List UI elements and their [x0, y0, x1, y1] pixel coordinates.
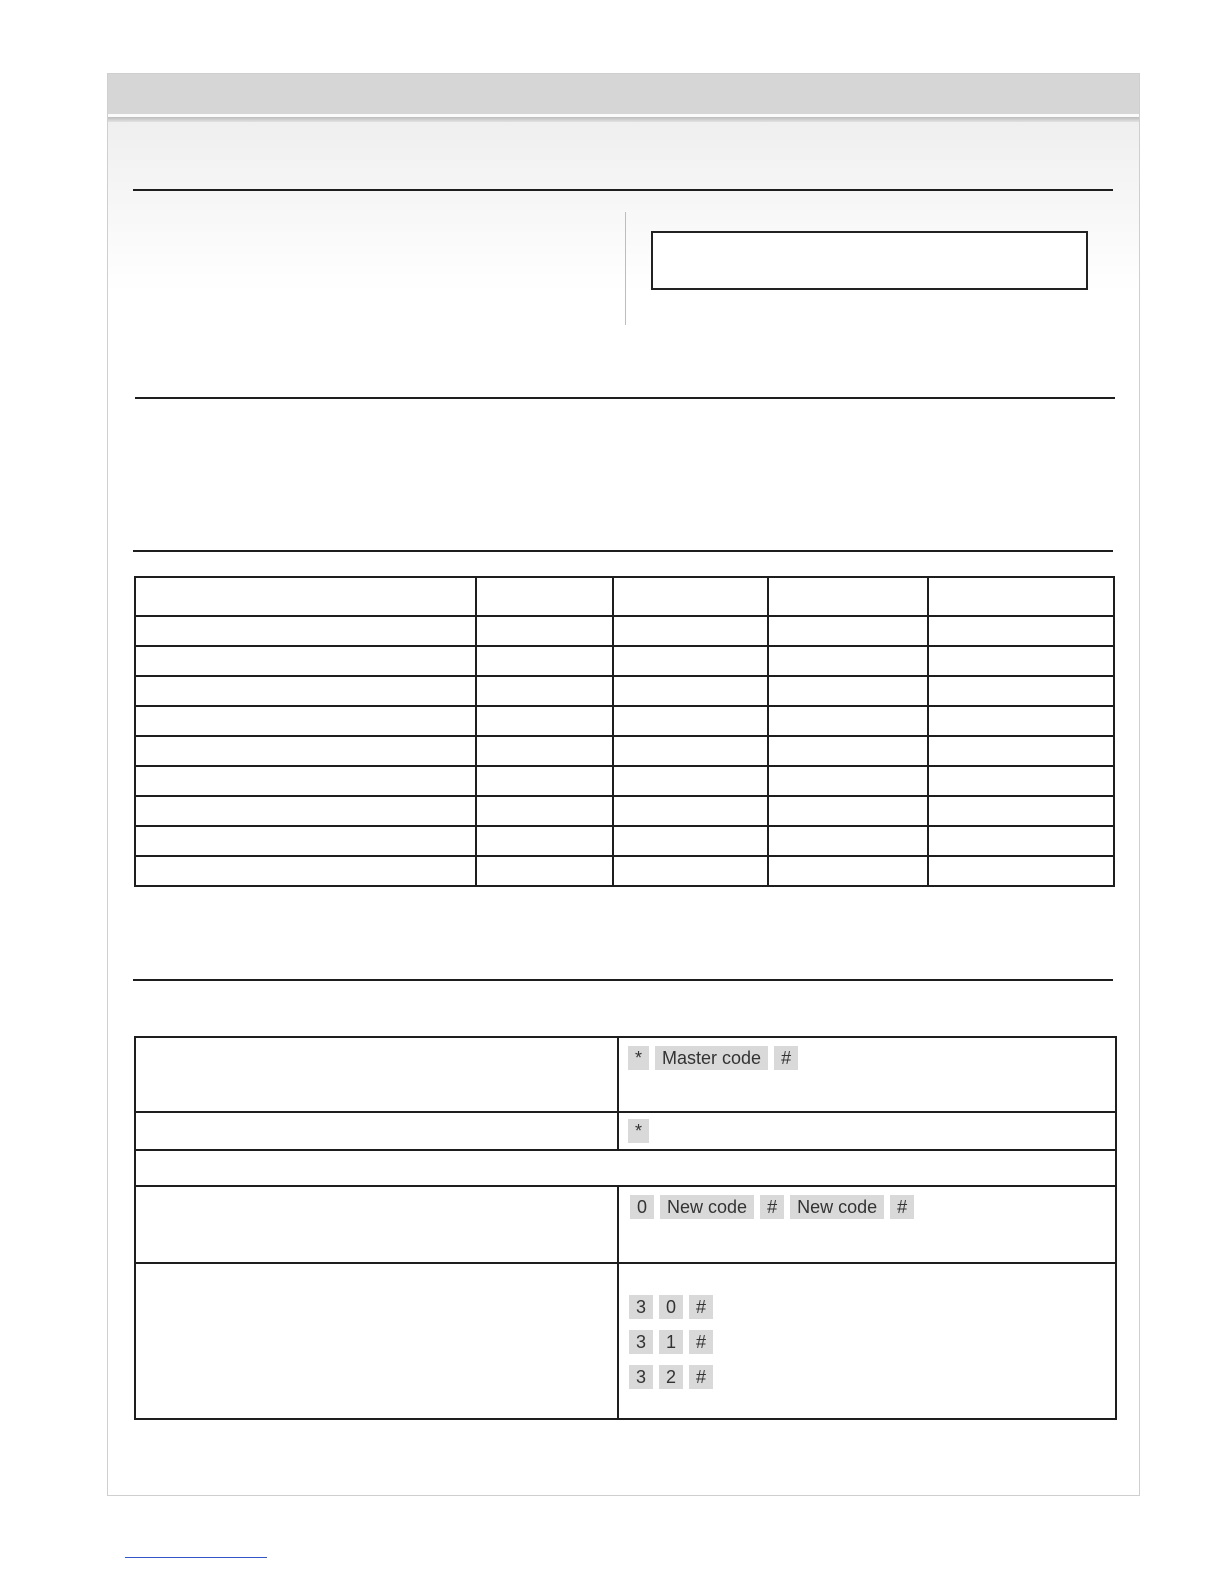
digit-key: 3 — [629, 1295, 653, 1319]
table-row — [135, 1037, 1116, 1112]
description-cell — [135, 1037, 618, 1112]
description-cell — [135, 1112, 618, 1150]
table-row — [135, 706, 1114, 736]
table-row — [135, 1112, 1116, 1150]
new-code-key: New code — [790, 1195, 884, 1219]
page-frame — [107, 73, 1140, 1496]
header-band — [108, 74, 1139, 117]
section-rule-1 — [133, 189, 1113, 191]
hash-key: # — [760, 1195, 784, 1219]
description-cell — [135, 1263, 618, 1419]
digit-key: 1 — [659, 1330, 683, 1354]
digit-key: 3 — [629, 1330, 653, 1354]
description-cell — [135, 1186, 618, 1263]
new-code-key: New code — [660, 1195, 754, 1219]
programming-table — [134, 1036, 1117, 1420]
section-rule-2 — [135, 397, 1115, 399]
key-sequence-line — [629, 1365, 1115, 1400]
table-row — [135, 1150, 1116, 1186]
footer-link-underline[interactable] — [125, 1557, 267, 1558]
key-sequence-line — [629, 1330, 1115, 1365]
table-row — [135, 1263, 1116, 1419]
hash-key: # — [890, 1195, 914, 1219]
table-row — [135, 826, 1114, 856]
key-sequence-cell — [618, 1112, 1116, 1150]
key-sequence-cell — [618, 1037, 1116, 1112]
table-row — [135, 736, 1114, 766]
table-row — [135, 766, 1114, 796]
empty-title-box — [651, 231, 1088, 290]
section-rule-4 — [133, 979, 1113, 981]
table-row — [135, 796, 1114, 826]
star-key: * — [628, 1119, 649, 1143]
column-divider — [625, 212, 626, 325]
spanning-cell — [135, 1150, 1116, 1186]
hash-key: # — [689, 1330, 713, 1354]
key-sequence-line — [629, 1295, 1115, 1330]
hash-key: # — [689, 1365, 713, 1389]
section-rule-3 — [133, 550, 1113, 552]
table-row — [135, 616, 1114, 646]
table-row — [135, 676, 1114, 706]
zero-key: 0 — [630, 1195, 654, 1219]
master-code-key: Master code — [655, 1046, 768, 1070]
hash-key: # — [689, 1295, 713, 1319]
digit-key: 3 — [629, 1365, 653, 1389]
star-key: * — [628, 1046, 649, 1070]
key-sequence-cell — [618, 1186, 1116, 1263]
table-header-row — [135, 577, 1114, 616]
key-sequence-cell — [618, 1263, 1116, 1419]
table-row — [135, 856, 1114, 886]
data-table — [134, 576, 1115, 887]
digit-key: 0 — [659, 1295, 683, 1319]
hash-key: # — [774, 1046, 798, 1070]
table-row — [135, 646, 1114, 676]
digit-key: 2 — [659, 1365, 683, 1389]
table-row — [135, 1186, 1116, 1263]
